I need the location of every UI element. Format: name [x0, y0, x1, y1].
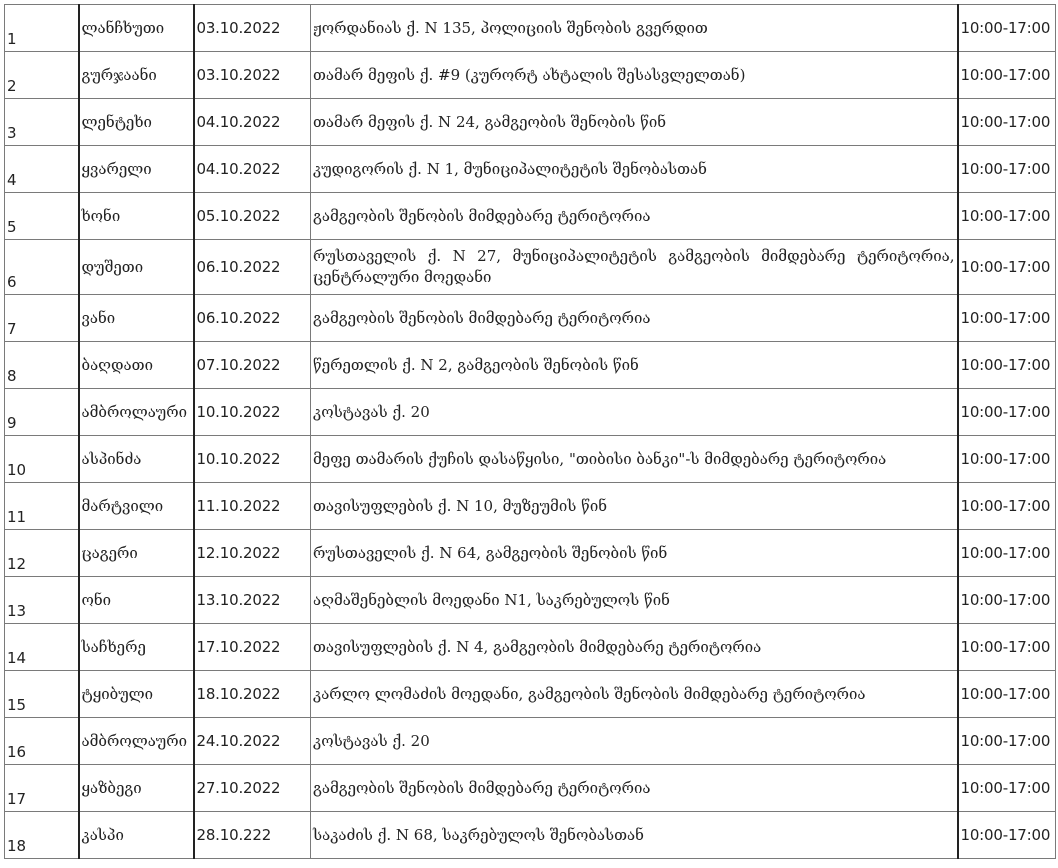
- municipality-cell: ლანჩხუთი: [79, 5, 194, 52]
- table-row: [5, 483, 1056, 530]
- municipality-cell: ონი: [79, 577, 194, 624]
- address-cell: კარლო ლომაძის მოედანი, გამგეობის შენობის მიმდებარე ტერიტორია: [311, 671, 958, 718]
- row-number: 11: [5, 483, 79, 530]
- row-number: 17: [5, 765, 79, 812]
- address-cell: თამარ მეფის ქ. #9 (კურორტ ახტალის შესასვლელთან): [311, 52, 958, 99]
- municipality-cell: საჩხერე: [79, 624, 194, 671]
- address-cell: რუსთაველის ქ. N 64, გამგეობის შენობის წინ: [311, 530, 958, 577]
- hours-cell: 10:00-17:00: [958, 342, 1056, 389]
- row-number: 7: [5, 295, 79, 342]
- date-cell: 06.10.2022: [194, 240, 311, 295]
- hours-cell: 10:00-17:00: [958, 765, 1056, 812]
- address-cell: გამგეობის შენობის მიმდებარე ტერიტორია: [311, 193, 958, 240]
- address-cell: კუდიგორის ქ. N 1, მუნიციპალიტეტის შენობასთან: [311, 146, 958, 193]
- date-cell: 05.10.2022: [194, 193, 311, 240]
- table-row: [5, 193, 1056, 240]
- municipality-cell: გურჯაანი: [79, 52, 194, 99]
- row-number: 8: [5, 342, 79, 389]
- hours-cell: 10:00-17:00: [958, 436, 1056, 483]
- municipality-cell: ვანი: [79, 295, 194, 342]
- table-row: [5, 624, 1056, 671]
- row-number: 15: [5, 671, 79, 718]
- municipality-cell: ცაგერი: [79, 530, 194, 577]
- table-row: [5, 295, 1056, 342]
- address-cell: მეფე თამარის ქუჩის დასაწყისი, "თიბისი ბანკი"-ს მიმდებარე ტერიტორია: [311, 436, 958, 483]
- date-cell: 27.10.2022: [194, 765, 311, 812]
- date-cell: 10.10.2022: [194, 389, 311, 436]
- address-cell: კოსტავას ქ. 20: [311, 389, 958, 436]
- address-cell: თავისუფლების ქ. N 4, გამგეობის მიმდებარე ტერიტორია: [311, 624, 958, 671]
- hours-cell: 10:00-17:00: [958, 5, 1056, 52]
- municipality-cell: ხონი: [79, 193, 194, 240]
- row-number: 12: [5, 530, 79, 577]
- municipality-cell: დუშეთი: [79, 240, 194, 295]
- table-row: [5, 240, 1056, 295]
- row-number: 2: [5, 52, 79, 99]
- row-number: 6: [5, 240, 79, 295]
- date-cell: 11.10.2022: [194, 483, 311, 530]
- table-row: [5, 5, 1056, 52]
- address-cell: აღმაშენებლის მოედანი N1, საკრებულოს წინ: [311, 577, 958, 624]
- municipality-cell: ასპინძა: [79, 436, 194, 483]
- date-cell: 06.10.2022: [194, 295, 311, 342]
- municipality-cell: ამბროლაური: [79, 718, 194, 765]
- row-number: 4: [5, 146, 79, 193]
- table-row: [5, 577, 1056, 624]
- address-cell: თამარ მეფის ქ. N 24, გამგეობის შენობის წინ: [311, 99, 958, 146]
- hours-cell: 10:00-17:00: [958, 671, 1056, 718]
- municipality-cell: ამბროლაური: [79, 389, 194, 436]
- address-cell: ჟორდანიას ქ. N 135, პოლიციის შენობის გვერდით: [311, 5, 958, 52]
- schedule-body: [5, 5, 1056, 859]
- date-cell: 04.10.2022: [194, 99, 311, 146]
- date-cell: 13.10.2022: [194, 577, 311, 624]
- hours-cell: 10:00-17:00: [958, 389, 1056, 436]
- table-row: [5, 99, 1056, 146]
- hours-cell: 10:00-17:00: [958, 577, 1056, 624]
- address-cell: გამგეობის შენობის მიმდებარე ტერიტორია: [311, 295, 958, 342]
- address-cell: რუსთაველის ქ. N 27, მუნიციპალიტეტის გამგეობის მიმდებარე ტერიტორია, ცენტრალური მოედანი: [311, 240, 958, 295]
- table-row: [5, 812, 1056, 859]
- table-row: [5, 530, 1056, 577]
- municipality-cell: კასპი: [79, 812, 194, 859]
- schedule-table: [4, 4, 1056, 859]
- hours-cell: 10:00-17:00: [958, 240, 1056, 295]
- hours-cell: 10:00-17:00: [958, 52, 1056, 99]
- hours-cell: 10:00-17:00: [958, 193, 1056, 240]
- date-cell: 07.10.2022: [194, 342, 311, 389]
- date-cell: 03.10.2022: [194, 5, 311, 52]
- table-row: [5, 436, 1056, 483]
- hours-cell: 10:00-17:00: [958, 99, 1056, 146]
- address-cell: საკაძის ქ. N 68, საკრებულოს შენობასთან: [311, 812, 958, 859]
- hours-cell: 10:00-17:00: [958, 624, 1056, 671]
- municipality-cell: ყაზბეგი: [79, 765, 194, 812]
- row-number: 14: [5, 624, 79, 671]
- municipality-cell: ლენტეხი: [79, 99, 194, 146]
- table-row: [5, 52, 1056, 99]
- address-cell: გამგეობის შენობის მიმდებარე ტერიტორია: [311, 765, 958, 812]
- table-row: [5, 342, 1056, 389]
- municipality-cell: ბაღდათი: [79, 342, 194, 389]
- date-cell: 17.10.2022: [194, 624, 311, 671]
- row-number: 13: [5, 577, 79, 624]
- address-cell: წერეთლის ქ. N 2, გამგეობის შენობის წინ: [311, 342, 958, 389]
- address-cell: კოსტავას ქ. 20: [311, 718, 958, 765]
- municipality-cell: მარტვილი: [79, 483, 194, 530]
- table-row: [5, 671, 1056, 718]
- table-row: [5, 718, 1056, 765]
- date-cell: 24.10.2022: [194, 718, 311, 765]
- hours-cell: 10:00-17:00: [958, 812, 1056, 859]
- hours-cell: 10:00-17:00: [958, 295, 1056, 342]
- municipality-cell: ტყიბული: [79, 671, 194, 718]
- date-cell: 04.10.2022: [194, 146, 311, 193]
- date-cell: 10.10.2022: [194, 436, 311, 483]
- row-number: 5: [5, 193, 79, 240]
- date-cell: 18.10.2022: [194, 671, 311, 718]
- municipality-cell: ყვარელი: [79, 146, 194, 193]
- date-cell: 12.10.2022: [194, 530, 311, 577]
- table-row: [5, 389, 1056, 436]
- table-row: [5, 765, 1056, 812]
- date-cell: 28.10.222: [194, 812, 311, 859]
- date-cell: 03.10.2022: [194, 52, 311, 99]
- hours-cell: 10:00-17:00: [958, 483, 1056, 530]
- hours-cell: 10:00-17:00: [958, 146, 1056, 193]
- hours-cell: 10:00-17:00: [958, 718, 1056, 765]
- row-number: 16: [5, 718, 79, 765]
- row-number: 18: [5, 812, 79, 859]
- address-cell: თავისუფლების ქ. N 10, მუზეუმის წინ: [311, 483, 958, 530]
- hours-cell: 10:00-17:00: [958, 530, 1056, 577]
- row-number: 9: [5, 389, 79, 436]
- row-number: 3: [5, 99, 79, 146]
- table-row: [5, 146, 1056, 193]
- row-number: 1: [5, 5, 79, 52]
- row-number: 10: [5, 436, 79, 483]
